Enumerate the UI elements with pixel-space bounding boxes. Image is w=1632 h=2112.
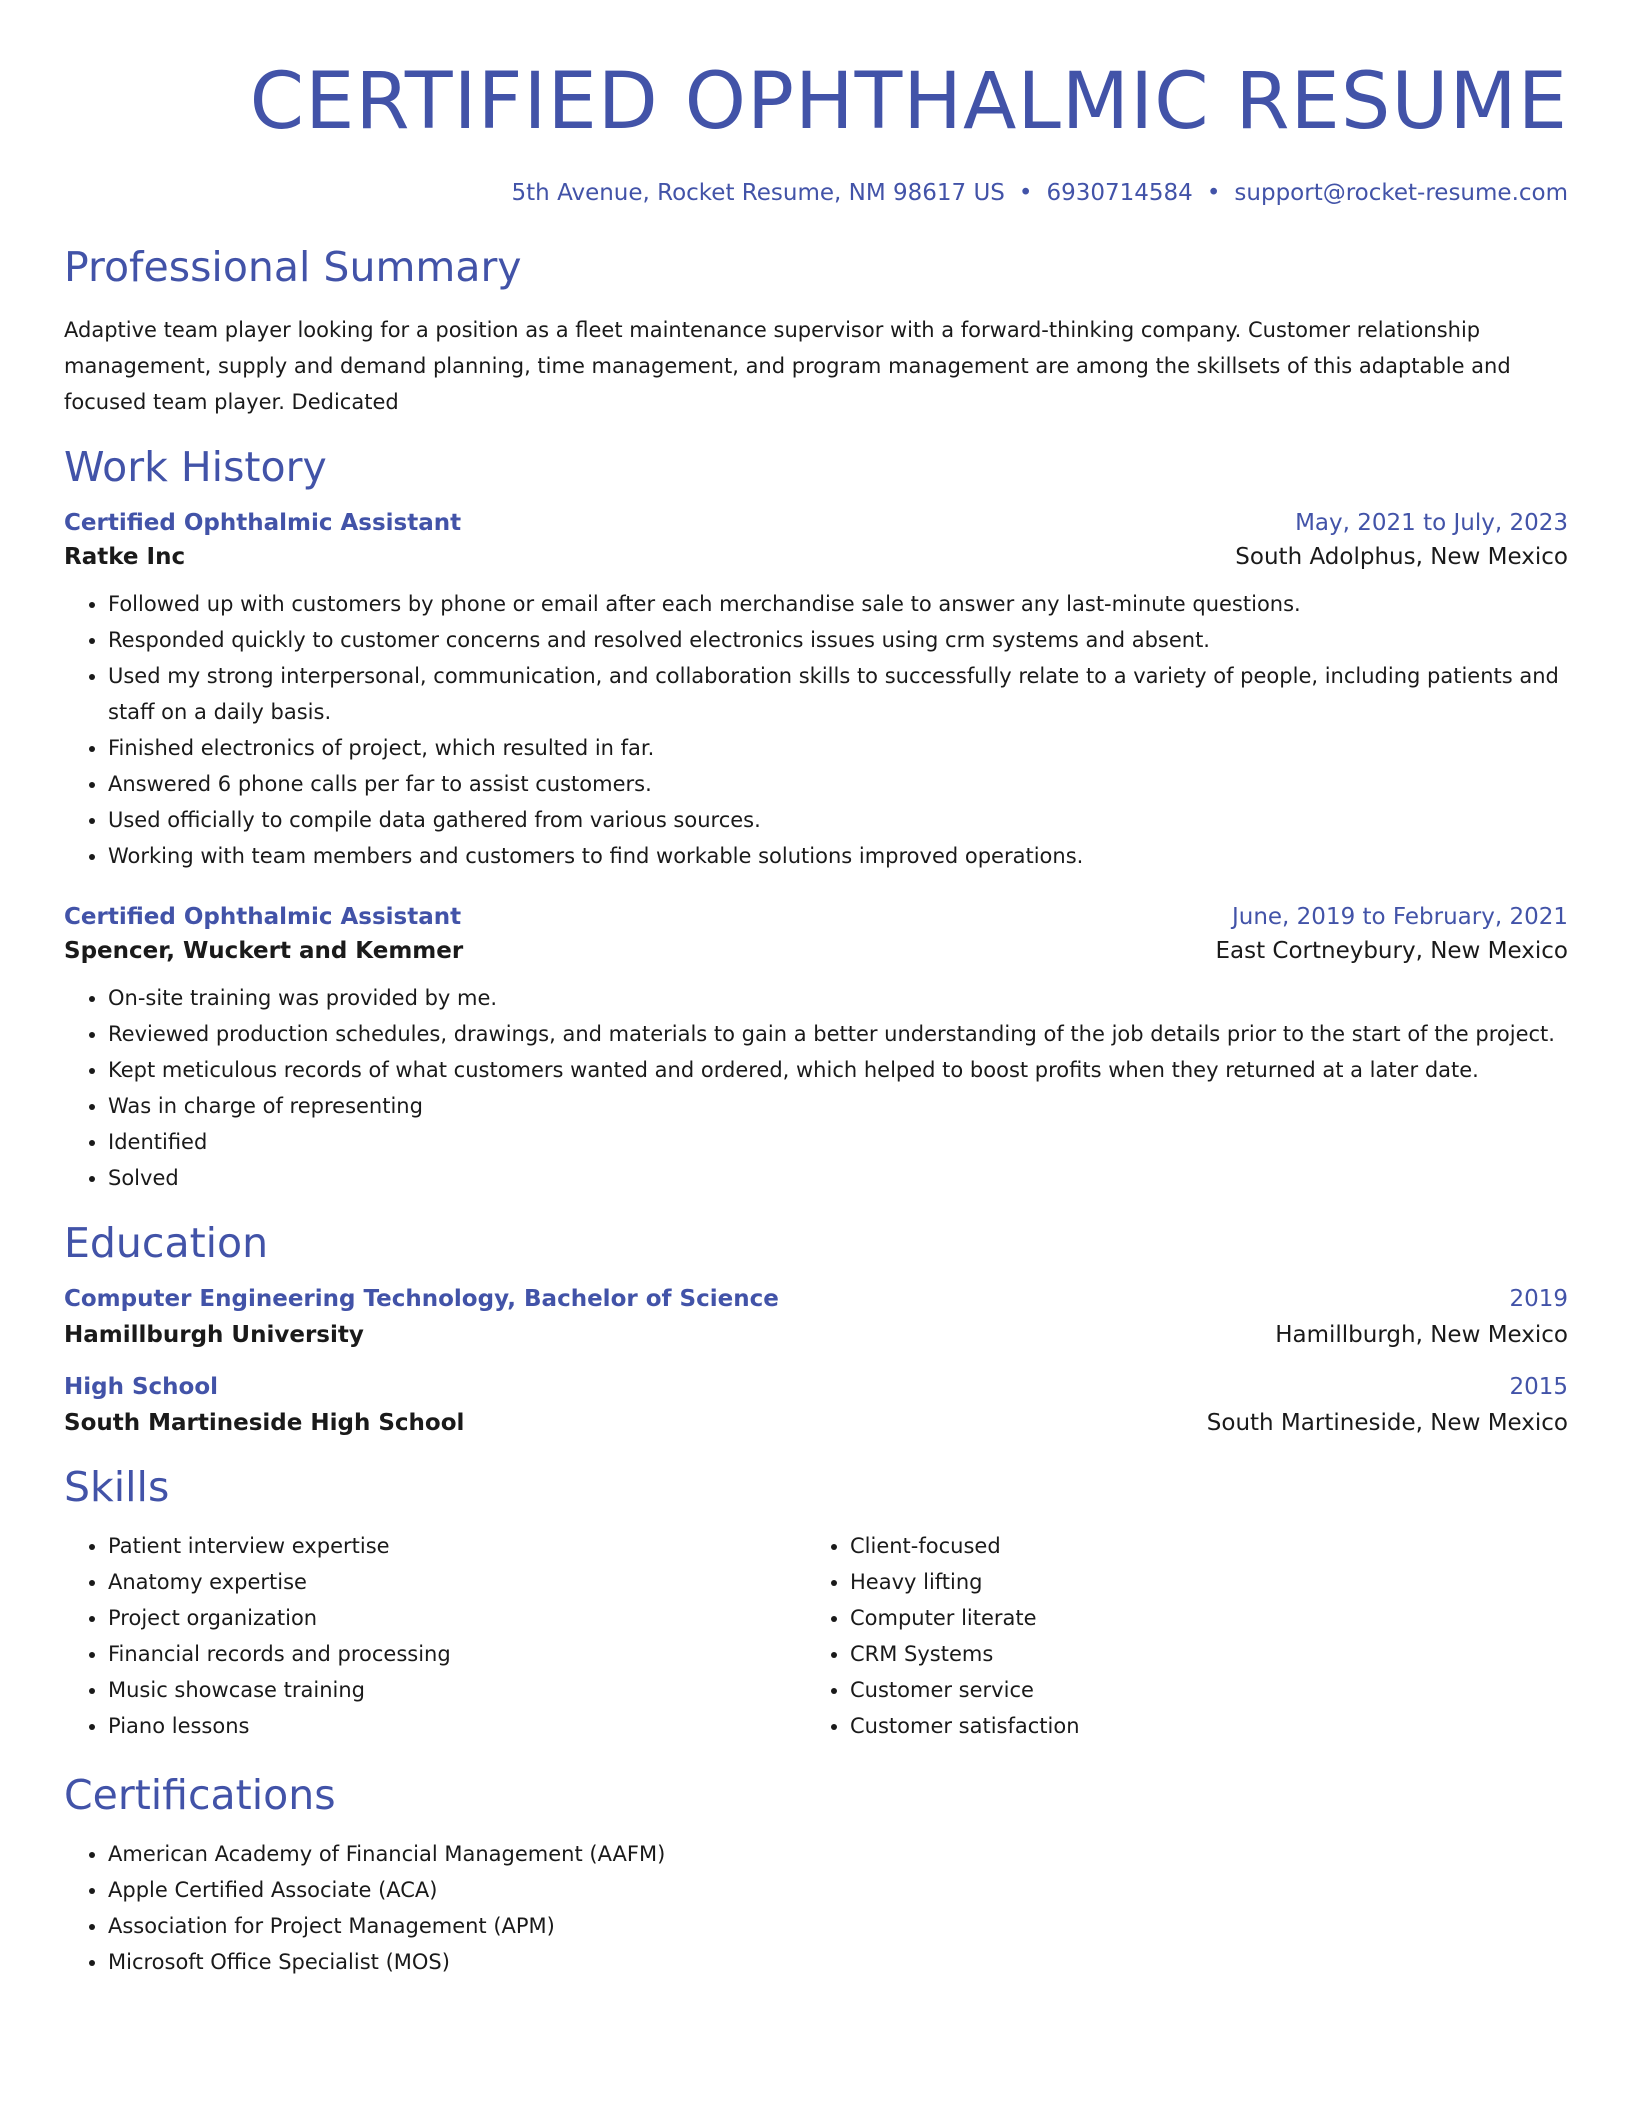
- list-item: • Anatomy expertise: [108, 1564, 806, 1600]
- list-item: • Reviewed production schedules, drawings, and materials to gain a better understanding of the job details prior to the start of the project.: [108, 1016, 1568, 1052]
- degree-title: Computer Engineering Technology, Bachelor of Science: [64, 1286, 779, 1312]
- list-item: • Kept meticulous records of what customers wanted and ordered, which helped to boost profits when they returned at a later date.: [108, 1052, 1568, 1088]
- separator-dot: •: [1206, 180, 1221, 206]
- phone: 6930714584: [1046, 180, 1193, 206]
- list-item: • Customer service: [850, 1672, 1548, 1708]
- list-item: • Microsoft Office Specialist (MOS): [108, 1944, 1568, 1980]
- list-item: • Patient interview expertise: [108, 1528, 806, 1564]
- list-item: • CRM Systems: [850, 1636, 1548, 1672]
- job-company: Ratke Inc: [64, 544, 186, 570]
- job-entry: [64, 904, 1568, 1196]
- page-title: CERTIFIED OPHTHALMIC RESUME: [249, 57, 1568, 147]
- list-item: • On-site training was provided by me.: [108, 980, 1568, 1016]
- list-item: • Customer satisfaction: [850, 1708, 1548, 1744]
- list-item: • Association for Project Management (APM): [108, 1908, 1568, 1944]
- summary-heading: Professional Summary: [64, 243, 522, 291]
- job-entry: [64, 510, 1568, 874]
- school-location: South Martineside, New Mexico: [1206, 1410, 1568, 1436]
- job-title: Certified Ophthalmic Assistant: [64, 510, 462, 536]
- list-item: • Followed up with customers by phone or email after each merchandise sale to answer any last-minute questions.: [108, 586, 1568, 622]
- job-bullets: [64, 586, 1568, 874]
- degree-title: High School: [64, 1374, 219, 1400]
- education-entry: [64, 1374, 1568, 1436]
- list-item: • Music showcase training: [108, 1672, 806, 1708]
- job-company: Spencer, Wuckert and Kemmer: [64, 938, 464, 964]
- job-dates: May, 2021 to July, 2023: [1295, 510, 1568, 536]
- work-history-heading: Work History: [64, 443, 327, 491]
- list-item: • American Academy of Financial Management (AAFM): [108, 1836, 1568, 1872]
- separator-dot: •: [1018, 180, 1033, 206]
- summary-text: Adaptive team player looking for a position as a fleet maintenance supervisor with a forward-thinking company. Customer relationship management, supply and demand planning, time management, and program management are among the skillsets of this adaptable and focused team player. Dedicated: [64, 318, 1511, 414]
- job-location: East Cortneybury, New Mexico: [1215, 938, 1568, 964]
- skills-list-left: [64, 1528, 806, 1744]
- job-location: South Adolphus, New Mexico: [1235, 544, 1568, 570]
- list-item: • Client-focused: [850, 1528, 1548, 1564]
- degree-row: [64, 1286, 1568, 1312]
- education-entry: [64, 1286, 1568, 1348]
- contact-line: [64, 180, 1568, 206]
- list-item: • Used my strong interpersonal, communication, and collaboration skills to successfully relate to a variety of people, including patients and staff on a daily basis.: [108, 658, 1568, 730]
- education-heading: Education: [64, 1219, 269, 1267]
- job-title: Certified Ophthalmic Assistant: [64, 904, 462, 930]
- school-row: [64, 1322, 1568, 1348]
- job-bullets: [64, 980, 1568, 1196]
- certifications-heading: Certifications: [64, 1771, 336, 1819]
- list-item: • Working with team members and customers to find workable solutions improved operations.: [108, 838, 1568, 874]
- job-company-row: [64, 938, 1568, 964]
- school-name: South Martineside High School: [64, 1410, 465, 1436]
- skills-list-right: [806, 1528, 1548, 1744]
- job-title-row: [64, 904, 1568, 930]
- list-item: • Solved: [108, 1160, 1568, 1196]
- school-location: Hamillburgh, New Mexico: [1275, 1322, 1568, 1348]
- list-item: • Answered 6 phone calls per far to assist customers.: [108, 766, 1568, 802]
- skills-columns: [64, 1528, 1568, 1744]
- list-item: • Piano lessons: [108, 1708, 806, 1744]
- list-item: • Computer literate: [850, 1600, 1548, 1636]
- list-item: • Apple Certified Associate (ACA): [108, 1872, 1568, 1908]
- list-item: • Project organization: [108, 1600, 806, 1636]
- school-row: [64, 1410, 1568, 1436]
- list-item: • Identified: [108, 1124, 1568, 1160]
- job-company-row: [64, 544, 1568, 570]
- email-link[interactable]: support@rocket-resume.com: [1234, 180, 1568, 206]
- list-item: • Heavy lifting: [850, 1564, 1548, 1600]
- graduation-year: 2015: [1509, 1374, 1568, 1400]
- list-item: • Used officially to compile data gathered from various sources.: [108, 802, 1568, 838]
- job-title-row: [64, 510, 1568, 536]
- skills-heading: Skills: [64, 1463, 170, 1511]
- list-item: • Finished electronics of project, which resulted in far.: [108, 730, 1568, 766]
- school-name: Hamillburgh University: [64, 1322, 364, 1348]
- certifications-list: [64, 1836, 1568, 1980]
- list-item: • Responded quickly to customer concerns and resolved electronics issues using crm systems and absent.: [108, 622, 1568, 658]
- graduation-year: 2019: [1509, 1286, 1568, 1312]
- address: 5th Avenue, Rocket Resume, NM 98617 US: [511, 180, 1005, 206]
- job-dates: June, 2019 to February, 2021: [1231, 904, 1568, 930]
- list-item: • Was in charge of representing: [108, 1088, 1568, 1124]
- degree-row: [64, 1374, 1568, 1400]
- list-item: • Financial records and processing: [108, 1636, 806, 1672]
